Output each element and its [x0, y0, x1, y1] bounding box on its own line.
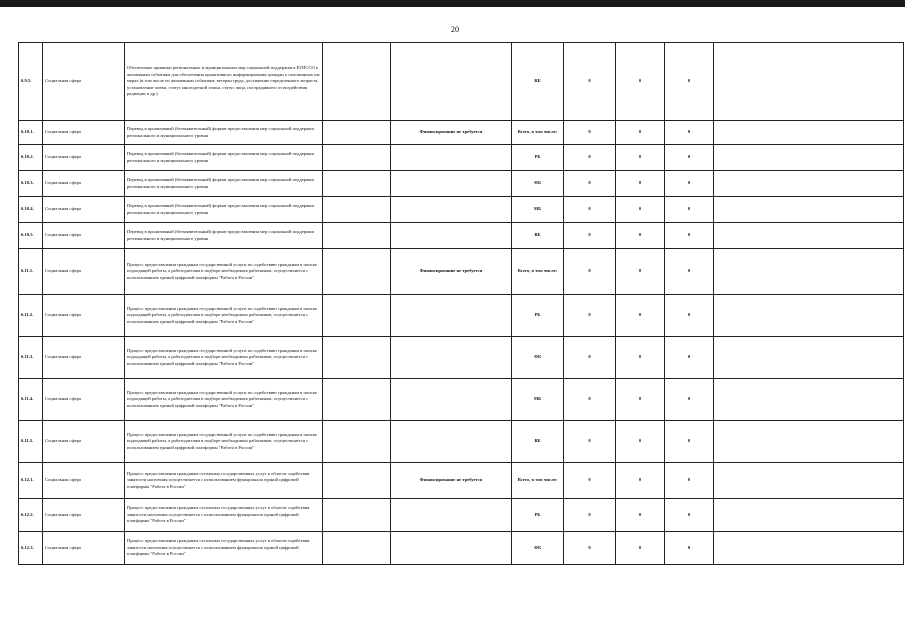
row-number: 6.11.5. — [19, 421, 43, 463]
page-number: 20 — [451, 25, 459, 34]
measures-table — [18, 42, 904, 565]
value-cell-3: 0 — [665, 463, 714, 499]
table-row — [19, 421, 904, 463]
value-cell-2: 0 — [616, 223, 665, 249]
value-cell-3: 0 — [665, 337, 714, 379]
sphere-cell: Социальная сфера — [43, 337, 125, 379]
description-cell: Перевод в проактивный (беззаявительный) формат предоставления мер социальной поддержки регионального и муниципального уровня — [125, 171, 323, 197]
funding-source-cell: ВБ — [512, 223, 564, 249]
funding-source-cell: Всего, в том числе: — [512, 121, 564, 145]
notes-cell — [714, 145, 904, 171]
financing-cell: Финансирование не требуется — [391, 249, 512, 295]
blank-cell — [323, 421, 391, 463]
financing-cell — [391, 337, 512, 379]
table-row — [19, 532, 904, 565]
notes-cell — [714, 223, 904, 249]
sphere-cell: Социальная сфера — [43, 197, 125, 223]
funding-source-cell: ФБ — [512, 337, 564, 379]
value-cell-3: 0 — [665, 532, 714, 565]
blank-cell — [323, 145, 391, 171]
blank-cell — [323, 532, 391, 565]
blank-cell — [323, 171, 391, 197]
description-cell: Перевод в проактивный (беззаявительный) формат предоставления мер социальной поддержки регионального и муниципального уровня — [125, 121, 323, 145]
description-cell: Процесс предоставления гражданам государственной услуги по содействию гражданам в поиске подходящей работы, а работодателям в подборе необходимых работников, осуществляется с использованием единой цифровой платформы "Работа в России" — [125, 337, 323, 379]
notes-cell — [714, 295, 904, 337]
value-cell-1: 0 — [564, 295, 616, 337]
value-cell-2: 0 — [616, 171, 665, 197]
table-row — [19, 171, 904, 197]
blank-cell — [323, 499, 391, 532]
financing-cell — [391, 532, 512, 565]
sphere-cell: Социальная сфера — [43, 532, 125, 565]
value-cell-2: 0 — [616, 43, 665, 121]
description-cell: Перевод в проактивный (беззаявительный) формат предоставления мер социальной поддержки регионального и муниципального уровня — [125, 197, 323, 223]
table-row — [19, 145, 904, 171]
value-cell-2: 0 — [616, 463, 665, 499]
value-cell-2: 0 — [616, 121, 665, 145]
value-cell-3: 0 — [665, 295, 714, 337]
notes-cell — [714, 171, 904, 197]
table-row — [19, 43, 904, 121]
row-number: 6.11.4. — [19, 379, 43, 421]
blank-cell — [323, 463, 391, 499]
value-cell-3: 0 — [665, 145, 714, 171]
description-cell: Процесс предоставления гражданам государственной услуги по содействию гражданам в поиске подходящей работы, а работодателям в подборе необходимых работников, осуществляется с использованием единой цифровой платформы "Работа в России" — [125, 379, 323, 421]
description-cell: Обеспечение привязки региональных и муниципальных мер социальной поддержки в ЕГИССО к жизненным событиям для обеспечения проактивного информирования граждан о положенных им мерах (в том числе по жизненным событиям: ветеран труда, достижение определенного возраста, установление опеки, статус многодетной семьи, статус лица, пострадавшего от воздействия радиации и др.). — [125, 43, 323, 121]
row-number: 6.12.1. — [19, 463, 43, 499]
notes-cell — [714, 499, 904, 532]
financing-cell — [391, 421, 512, 463]
table-row — [19, 295, 904, 337]
value-cell-1: 0 — [564, 421, 616, 463]
sphere-cell: Социальная сфера — [43, 295, 125, 337]
financing-cell — [391, 379, 512, 421]
table-row — [19, 197, 904, 223]
funding-source-cell: RБ — [512, 43, 564, 121]
funding-source-cell: МБ — [512, 379, 564, 421]
value-cell-1: 0 — [564, 463, 616, 499]
table-row — [19, 223, 904, 249]
row-number: 6.10.2. — [19, 145, 43, 171]
funding-source-cell: ВБ — [512, 421, 564, 463]
value-cell-1: 0 — [564, 532, 616, 565]
blank-cell — [323, 43, 391, 121]
blank-cell — [323, 121, 391, 145]
financing-cell: Финансирование не требуется — [391, 463, 512, 499]
notes-cell — [714, 463, 904, 499]
description-cell: Процесс предоставления гражданам государственной услуги по содействию гражданам в поиске подходящей работы, а работодателям в подборе необходимых работников, осуществляется с использованием единой цифровой платформы "Работа в России" — [125, 249, 323, 295]
sphere-cell: Социальная сфера — [43, 223, 125, 249]
value-cell-3: 0 — [665, 43, 714, 121]
value-cell-2: 0 — [616, 145, 665, 171]
notes-cell — [714, 197, 904, 223]
notes-cell — [714, 249, 904, 295]
row-number: 6.11.2. — [19, 295, 43, 337]
sphere-cell: Социальная сфера — [43, 421, 125, 463]
row-number: 6.10.4. — [19, 197, 43, 223]
value-cell-1: 0 — [564, 197, 616, 223]
sphere-cell: Социальная сфера — [43, 379, 125, 421]
value-cell-3: 0 — [665, 223, 714, 249]
table-row — [19, 121, 904, 145]
sphere-cell: Социальная сфера — [43, 249, 125, 295]
notes-cell — [714, 121, 904, 145]
value-cell-1: 0 — [564, 337, 616, 379]
value-cell-2: 0 — [616, 379, 665, 421]
value-cell-1: 0 — [564, 145, 616, 171]
funding-source-cell: РБ — [512, 145, 564, 171]
row-number: 6.11.1. — [19, 249, 43, 295]
row-number: 6.9.5. — [19, 43, 43, 121]
funding-source-cell: РБ — [512, 499, 564, 532]
row-number: 6.12.2. — [19, 499, 43, 532]
description-cell: Процесс предоставления гражданам государственной услуги по содействию гражданам в поиске подходящей работы, а работодателям в подборе необходимых работников, осуществляется с использованием единой цифровой платформы "Работа в России" — [125, 421, 323, 463]
description-cell: Процесс предоставления гражданам остальных государственных услуг в области содействия занятости населения осуществляется с использованием функционала единой цифровой платформы "Работа в России" — [125, 463, 323, 499]
funding-source-cell: Всего, в том числе: — [512, 463, 564, 499]
blank-cell — [323, 223, 391, 249]
financing-cell — [391, 43, 512, 121]
value-cell-2: 0 — [616, 532, 665, 565]
table-row — [19, 249, 904, 295]
value-cell-3: 0 — [665, 171, 714, 197]
value-cell-2: 0 — [616, 295, 665, 337]
blank-cell — [323, 379, 391, 421]
notes-cell — [714, 421, 904, 463]
row-number: 6.10.5. — [19, 223, 43, 249]
row-number: 6.11.3. — [19, 337, 43, 379]
notes-cell — [714, 43, 904, 121]
value-cell-1: 0 — [564, 249, 616, 295]
sphere-cell: Социальная сфера — [43, 463, 125, 499]
table-row — [19, 337, 904, 379]
financing-cell — [391, 145, 512, 171]
scan-top-border — [0, 0, 905, 7]
value-cell-2: 0 — [616, 499, 665, 532]
description-cell: Процесс предоставления гражданам государственной услуги по содействию гражданам в поиске подходящей работы, а работодателям в подборе необходимых работников, осуществляется с использованием единой цифровой платформы "Работа в России" — [125, 295, 323, 337]
value-cell-3: 0 — [665, 499, 714, 532]
table-row — [19, 463, 904, 499]
financing-cell — [391, 171, 512, 197]
row-number: 6.12.3. — [19, 532, 43, 565]
value-cell-1: 0 — [564, 43, 616, 121]
notes-cell — [714, 379, 904, 421]
description-cell: Процесс предоставления гражданам остальных государственных услуг в области содействия занятости населения осуществляется с использованием функционала единой цифровой платформы "Работа в России" — [125, 499, 323, 532]
sphere-cell: Социальная сфера — [43, 43, 125, 121]
description-cell: Процесс предоставления гражданам остальных государственных услуг в области содействия занятости населения осуществляется с использованием функционала единой цифровой платформы "Работа в России" — [125, 532, 323, 565]
financing-cell — [391, 499, 512, 532]
sphere-cell: Социальная сфера — [43, 171, 125, 197]
funding-source-cell: ФБ — [512, 532, 564, 565]
financing-cell: Финансирование не требуется — [391, 121, 512, 145]
description-cell: Перевод в проактивный (беззаявительный) формат предоставления мер социальной поддержки регионального и муниципального уровня — [125, 145, 323, 171]
value-cell-2: 0 — [616, 249, 665, 295]
value-cell-1: 0 — [564, 379, 616, 421]
notes-cell — [714, 337, 904, 379]
sphere-cell: Социальная сфера — [43, 499, 125, 532]
value-cell-1: 0 — [564, 499, 616, 532]
value-cell-3: 0 — [665, 421, 714, 463]
sphere-cell: Социальная сфера — [43, 145, 125, 171]
table-row — [19, 499, 904, 532]
value-cell-1: 0 — [564, 223, 616, 249]
notes-cell — [714, 532, 904, 565]
value-cell-3: 0 — [665, 249, 714, 295]
value-cell-2: 0 — [616, 421, 665, 463]
row-number: 6.10.1. — [19, 121, 43, 145]
funding-source-cell: РБ — [512, 295, 564, 337]
description-cell: Перевод в проактивный (беззаявительный) формат предоставления мер социальной поддержки регионального и муниципального уровня — [125, 223, 323, 249]
table-row — [19, 379, 904, 421]
value-cell-2: 0 — [616, 197, 665, 223]
value-cell-2: 0 — [616, 337, 665, 379]
value-cell-3: 0 — [665, 121, 714, 145]
blank-cell — [323, 249, 391, 295]
value-cell-1: 0 — [564, 121, 616, 145]
blank-cell — [323, 197, 391, 223]
financing-cell — [391, 197, 512, 223]
funding-source-cell: Всего, в том числе: — [512, 249, 564, 295]
financing-cell — [391, 295, 512, 337]
financing-cell — [391, 223, 512, 249]
value-cell-3: 0 — [665, 197, 714, 223]
value-cell-3: 0 — [665, 379, 714, 421]
row-number: 6.10.3. — [19, 171, 43, 197]
funding-source-cell: МБ — [512, 197, 564, 223]
blank-cell — [323, 295, 391, 337]
blank-cell — [323, 337, 391, 379]
value-cell-1: 0 — [564, 171, 616, 197]
sphere-cell: Социальная сфера — [43, 121, 125, 145]
funding-source-cell: ФБ — [512, 171, 564, 197]
